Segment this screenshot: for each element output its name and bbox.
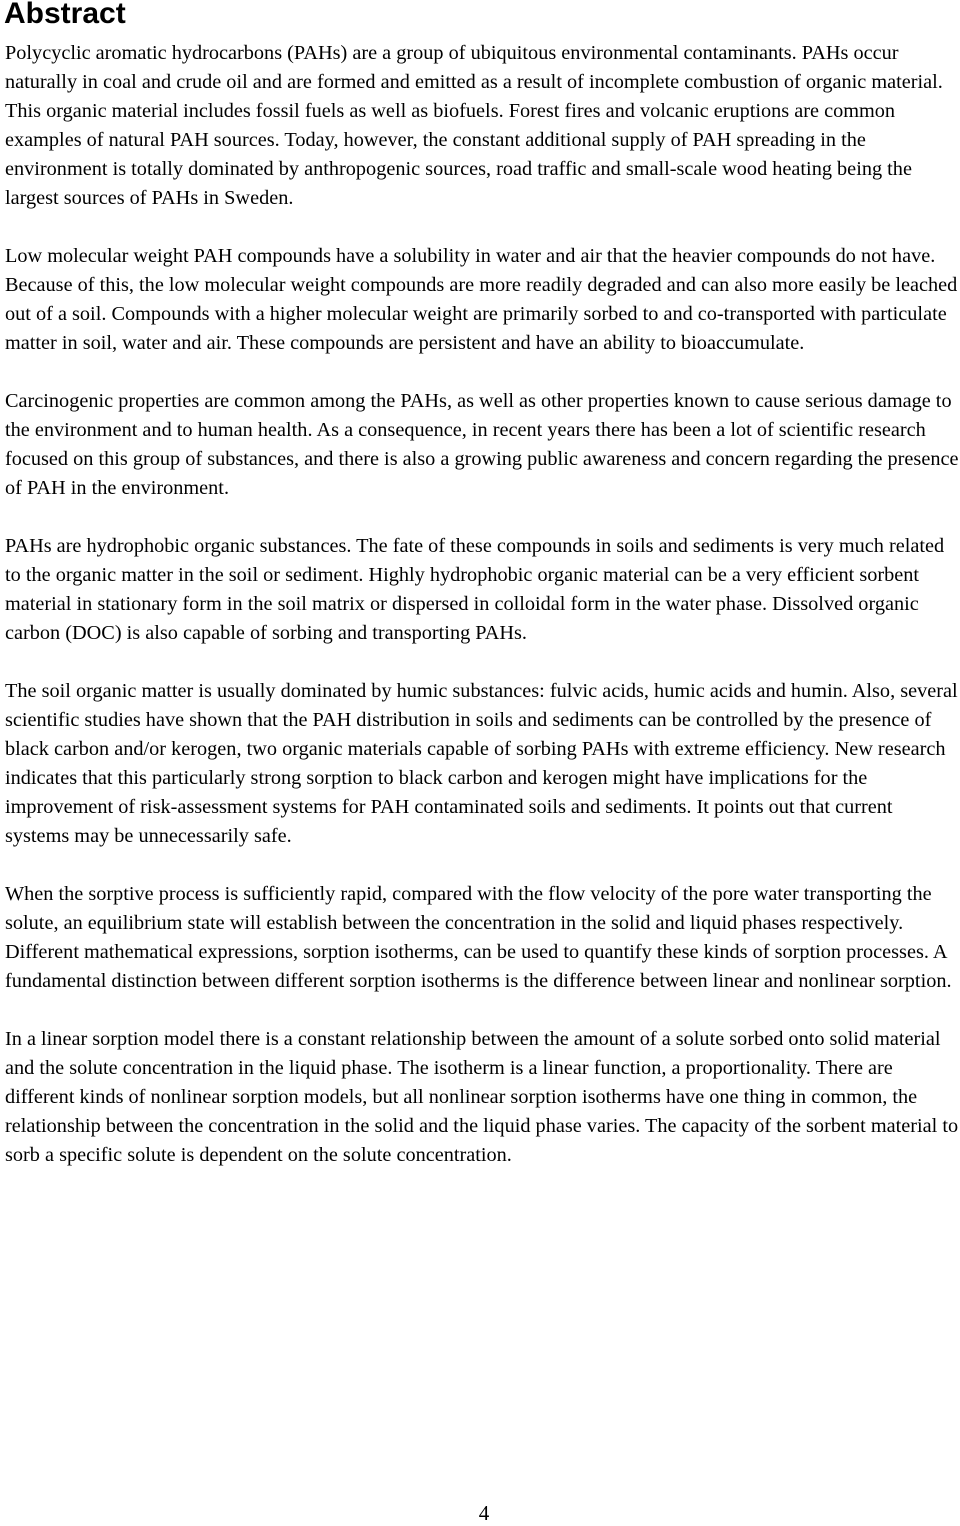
paragraph-sorptive-process: When the sorptive process is sufficiently rapid, compared with the flow velocity of the pore water transporting the solute, an equilibrium state will establish between the concentration in the solid and liquid phases respectively. Different mathematical expressions, sorption isotherms, can be used to quantify these kinds of sorption processes. A fundamental distinction between different sorption isotherms is the difference between linear and nonlinear sorption. xyxy=(5,883,952,992)
section-heading: Abstract xyxy=(4,0,126,30)
paragraph-linear-sorption: In a linear sorption model there is a constant relationship between the amount of a solute sorbed onto solid material and the solute concentration in the liquid phase. The isotherm is a linear function, a proportionality. There are different kinds of nonlinear sorption models, but all nonlinear sorption isotherms have one thing in common, the relationship between the concentration in the solid and the liquid phase varies. The capacity of the sorbent material to sorb a specific solute is dependent on the solute concentration. xyxy=(5,1028,959,1166)
paragraph-intro: Polycyclic aromatic hydrocarbons (PAHs) are a group of ubiquitous environmental contaminants. PAHs occur naturally in coal and crude oil and are formed and emitted as a result of incomplete combustion of organic material. This organic material includes fossil fuels as well as biofuels. Forest fires and volcanic eruptions are common examples of natural PAH sources. Today, however, the constant additional supply of PAH spreading in the environment is totally dominated by anthropogenic sources, road traffic and small-scale wood heating being the largest sources of PAHs in Sweden. xyxy=(5,42,943,209)
paragraph-molecular-weight: Low molecular weight PAH compounds have a solubility in water and air that the heavier compounds do not have. Because of this, the low molecular weight compounds are more readily degraded and can also more easily be leached out of a soil. Compounds with a higher molecular weight are primarily sorbed to and co-transported with particulate matter in soil, water and air. These compounds are persistent and have an ability to bioaccumulate. xyxy=(5,245,958,354)
page-number-label: 4 xyxy=(478,1501,490,1525)
paragraph-hydrophobic: PAHs are hydrophobic organic substances. The fate of these compounds in soils and sediments is very much related to the organic matter in the soil or sediment. Highly hydrophobic organic material can be a very efficient sorbent material in stationary form in the soil matrix or dispersed in colloidal form in the water phase. Dissolved organic carbon (DOC) is also capable of sorbing and transporting PAHs. xyxy=(5,535,945,644)
abstract-body xyxy=(5,39,960,1199)
page-number xyxy=(0,1500,960,1526)
paragraph-carcinogenic: Carcinogenic properties are common among the PAHs, as well as other properties known to cause serious damage to the environment and to human health. As a consequence, in recent years there has been a lot of scientific research focused on this group of substances, and there is also a growing public awareness and concern regarding the presence of PAH in the environment. xyxy=(5,390,959,499)
paragraph-soil-organic-matter: The soil organic matter is usually dominated by humic substances: fulvic acids, humic acids and humin. Also, several scientific studies have shown that the PAH distribution in soils and sediments can be controlled by the presence of black carbon and/or kerogen, two organic materials capable of sorbing PAHs with extreme efficiency. New research indicates that this particularly strong sorption to black carbon and kerogen might have implications for the improvement of risk-assessment systems for PAH contaminated soils and sediments. It points out that current systems may be unnecessarily safe. xyxy=(5,680,958,847)
